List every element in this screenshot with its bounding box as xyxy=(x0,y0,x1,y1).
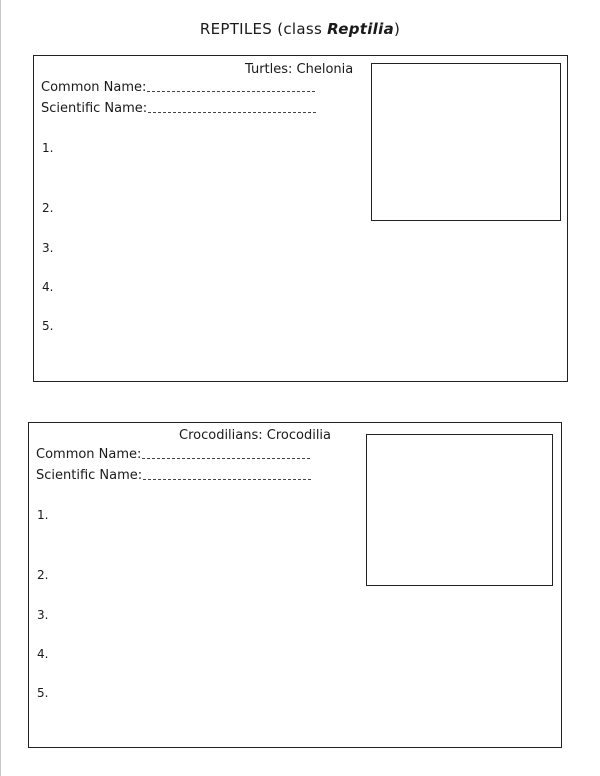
list-item: 2. xyxy=(42,201,54,215)
card-crocodilians xyxy=(28,422,562,748)
page-left-edge xyxy=(0,0,1,776)
photo-box xyxy=(366,434,553,586)
list-item: 5. xyxy=(37,686,49,700)
common-name-label: Common Name: xyxy=(41,80,147,95)
common-name-field[interactable] xyxy=(36,447,310,462)
scientific-name-line[interactable] xyxy=(148,111,316,113)
common-name-line[interactable] xyxy=(142,457,310,459)
list-item: 3. xyxy=(37,608,49,622)
list-item: 4. xyxy=(42,280,54,294)
common-name-line[interactable] xyxy=(147,90,315,92)
scientific-name-field[interactable] xyxy=(36,468,311,483)
scientific-name-line[interactable] xyxy=(143,478,311,480)
list-item: 4. xyxy=(37,647,49,661)
scientific-name-label: Scientific Name: xyxy=(36,468,143,483)
list-item: 2. xyxy=(37,568,49,582)
card-heading: Turtles: Chelonia xyxy=(245,62,354,77)
page-title xyxy=(0,20,600,38)
list-item: 5. xyxy=(42,319,54,333)
photo-box xyxy=(371,63,561,221)
card-heading: Crocodilians: Crocodilia xyxy=(179,428,332,443)
common-name-field[interactable] xyxy=(41,80,315,95)
scientific-name-field[interactable] xyxy=(41,101,316,116)
scientific-name-label: Scientific Name: xyxy=(41,101,148,116)
title-scientific-name: Reptilia xyxy=(327,20,394,38)
list-item: 3. xyxy=(42,241,54,255)
card-turtles xyxy=(33,55,568,382)
list-item: 1. xyxy=(42,141,54,155)
title-suffix: ) xyxy=(394,20,401,38)
list-item: 1. xyxy=(37,508,49,522)
title-prefix: REPTILES (class xyxy=(199,20,328,38)
common-name-label: Common Name: xyxy=(36,447,142,462)
